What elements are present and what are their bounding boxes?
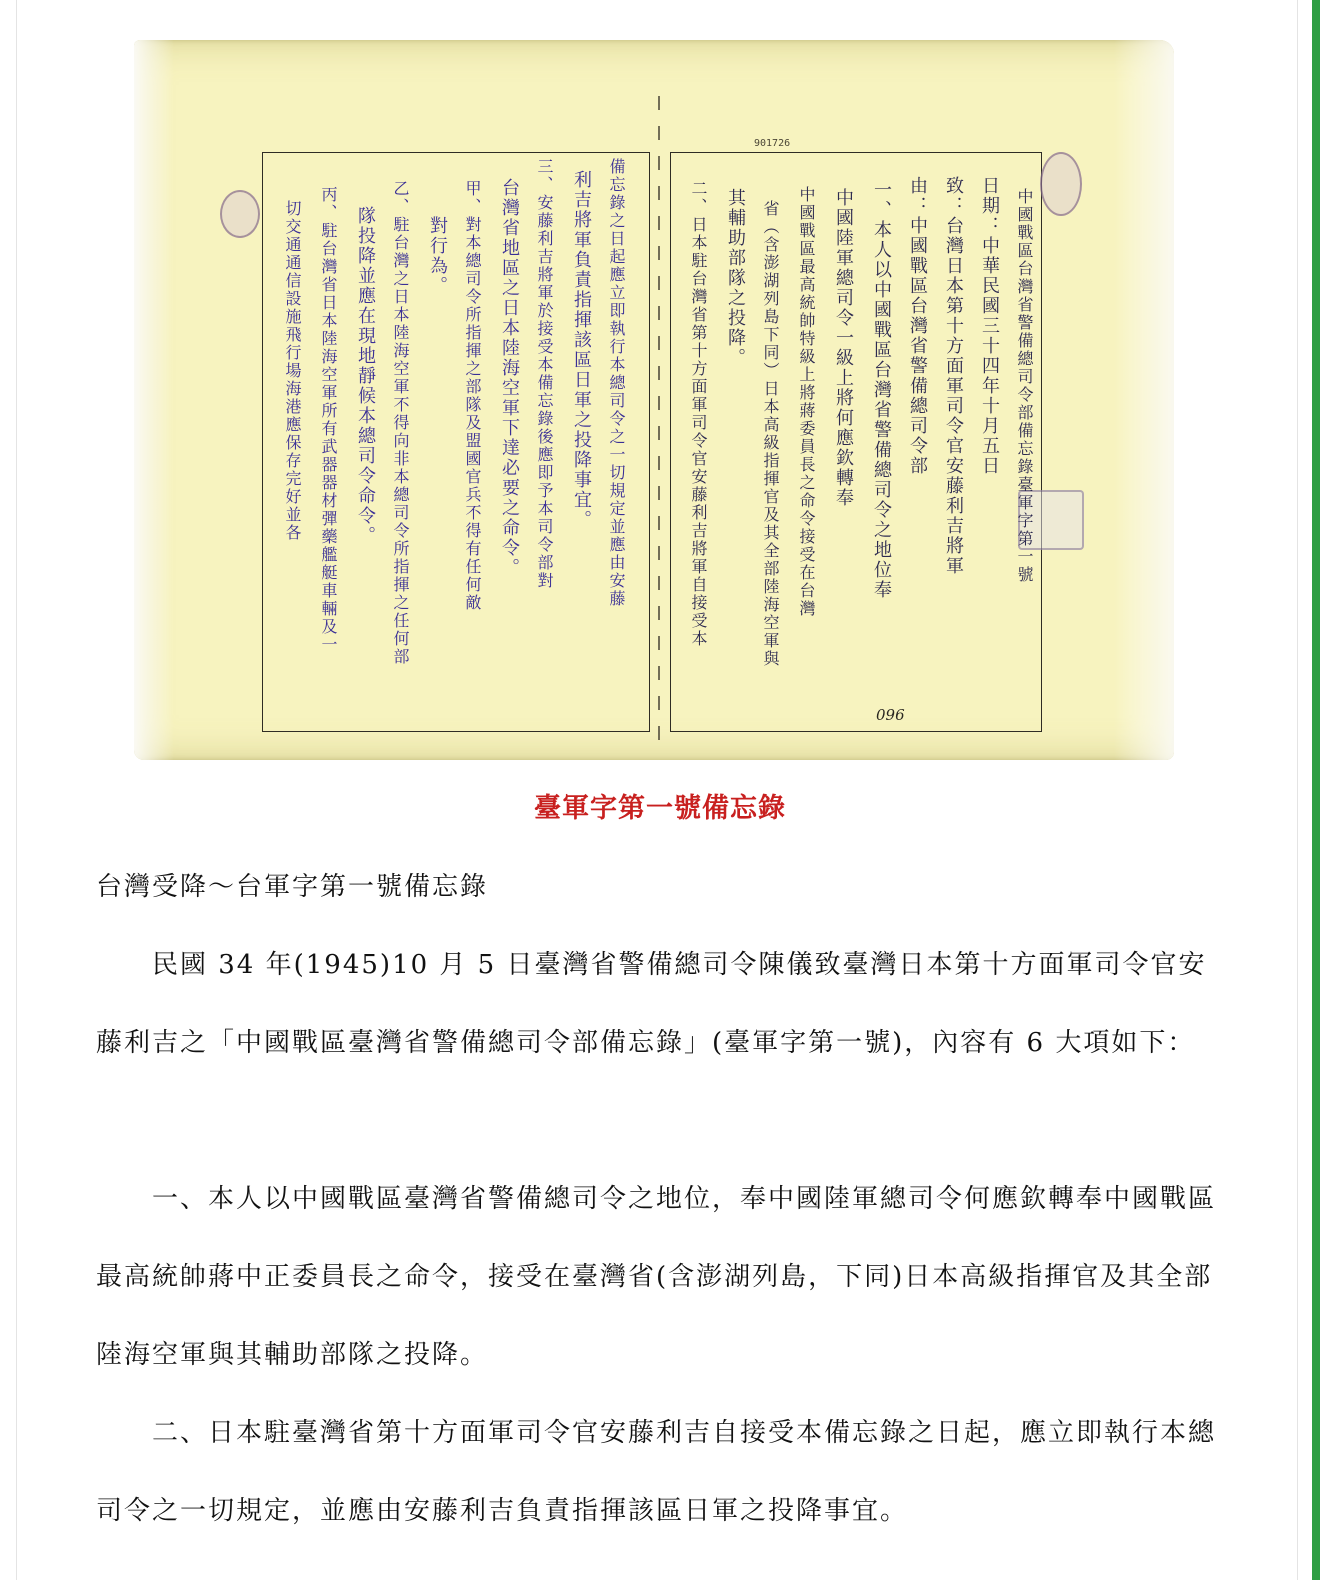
seal-stamp-left [220, 190, 260, 238]
manuscript-column: 中國陸軍總司令一級上將何應欽轉奉 [833, 188, 854, 508]
manuscript-column: 省（含澎湖列島下同）日本高級指揮官及其全部陸海空軍與 [761, 200, 780, 668]
manuscript-column: 台灣省地區之日本陸海空軍下達必要之命令。 [499, 178, 520, 578]
manuscript-column: 由：中國戰區台灣省警備總司令部 [907, 176, 928, 476]
manuscript-column: 丙、駐台灣省日本陸海空軍所有武器器材彈藥艦艇車輛及一 [319, 186, 338, 654]
manuscript-scan [134, 40, 1174, 760]
manuscript-column: 備忘錄之日起應立即執行本總司令之一切規定並應由安藤 [607, 158, 626, 608]
manuscript-column: 中國戰區台灣省警備總司令部備忘錄臺軍字第一號 [1015, 188, 1034, 584]
page-fold [658, 96, 660, 756]
manuscript-column: 乙、駐台灣之日本陸海空軍不得向非本總司令所指揮之任何部 [391, 180, 410, 666]
body-paragraph: 一、本人以中國戰區臺灣省警備總司令之地位，奉中國陸軍總司令何應欽轉奉中國戰區最高統帥蔣中正委員長之命令，接受在臺灣省(含澎湖列島，下同)日本高級指揮官及其全部陸海空軍與其輔助部隊之投降。 [96, 1184, 1217, 1370]
manuscript-column: 一、本人以中國戰區台灣省警備總司令之地位奉 [871, 180, 892, 600]
manuscript-column: 切交通通信設施飛行場海港應保存完好並各 [283, 200, 302, 542]
manuscript-column: 三、安藤利吉將軍於接受本備忘錄後應即予本司令部對 [535, 158, 554, 590]
article-heading: 台灣受降～台軍字第一號備忘錄 [96, 872, 489, 902]
manuscript-column: 中國戰區最高統帥特級上將蔣委員長之命令接受在台灣 [797, 186, 816, 618]
manuscript-column: 二、日本駐台灣省第十方面軍司令官安藤利吉將軍自接受本 [689, 180, 708, 648]
archive-number: 901726 [754, 138, 791, 149]
torn-edge-left [134, 40, 174, 760]
manuscript-column: 日期：中華民國三十四年十月五日 [979, 176, 1000, 476]
manuscript-column: 甲、對本總司令所指揮之部隊及盟國官兵不得有任何敵 [463, 180, 482, 612]
torn-edge-right [1114, 40, 1174, 760]
manuscript-column: 利吉將軍負責指揮該區日軍之投降事宜。 [571, 170, 592, 530]
manuscript-column: 其輔助部隊之投降。 [725, 188, 746, 368]
seal-stamp-right [1040, 152, 1082, 216]
page-mark: 096 [876, 706, 905, 724]
manuscript-column: 致：台灣日本第十方面軍司令官安藤利吉將軍 [943, 176, 964, 576]
figure-caption: 臺軍字第一號備忘錄 [534, 793, 786, 824]
body-paragraph: 二、日本駐臺灣省第十方面軍司令官安藤利吉自接受本備忘錄之日起，應立即執行本總司令之一切規定，並應由安藤利吉負責指揮該區日軍之投降事宜。 [96, 1418, 1217, 1526]
manuscript-column: 對行為。 [427, 216, 448, 296]
body-paragraph: 民國 34 年(1945)10 月 5 日臺灣省警備總司令陳儀致臺灣日本第十方面軍司令官安藤利吉之「中國戰區臺灣省警備總司令部備忘錄」(臺軍字第一號)，內容有 6 大項如下： [96, 950, 1207, 1058]
manuscript-column: 隊投降並應在現地靜候本總司令命令。 [355, 206, 376, 546]
